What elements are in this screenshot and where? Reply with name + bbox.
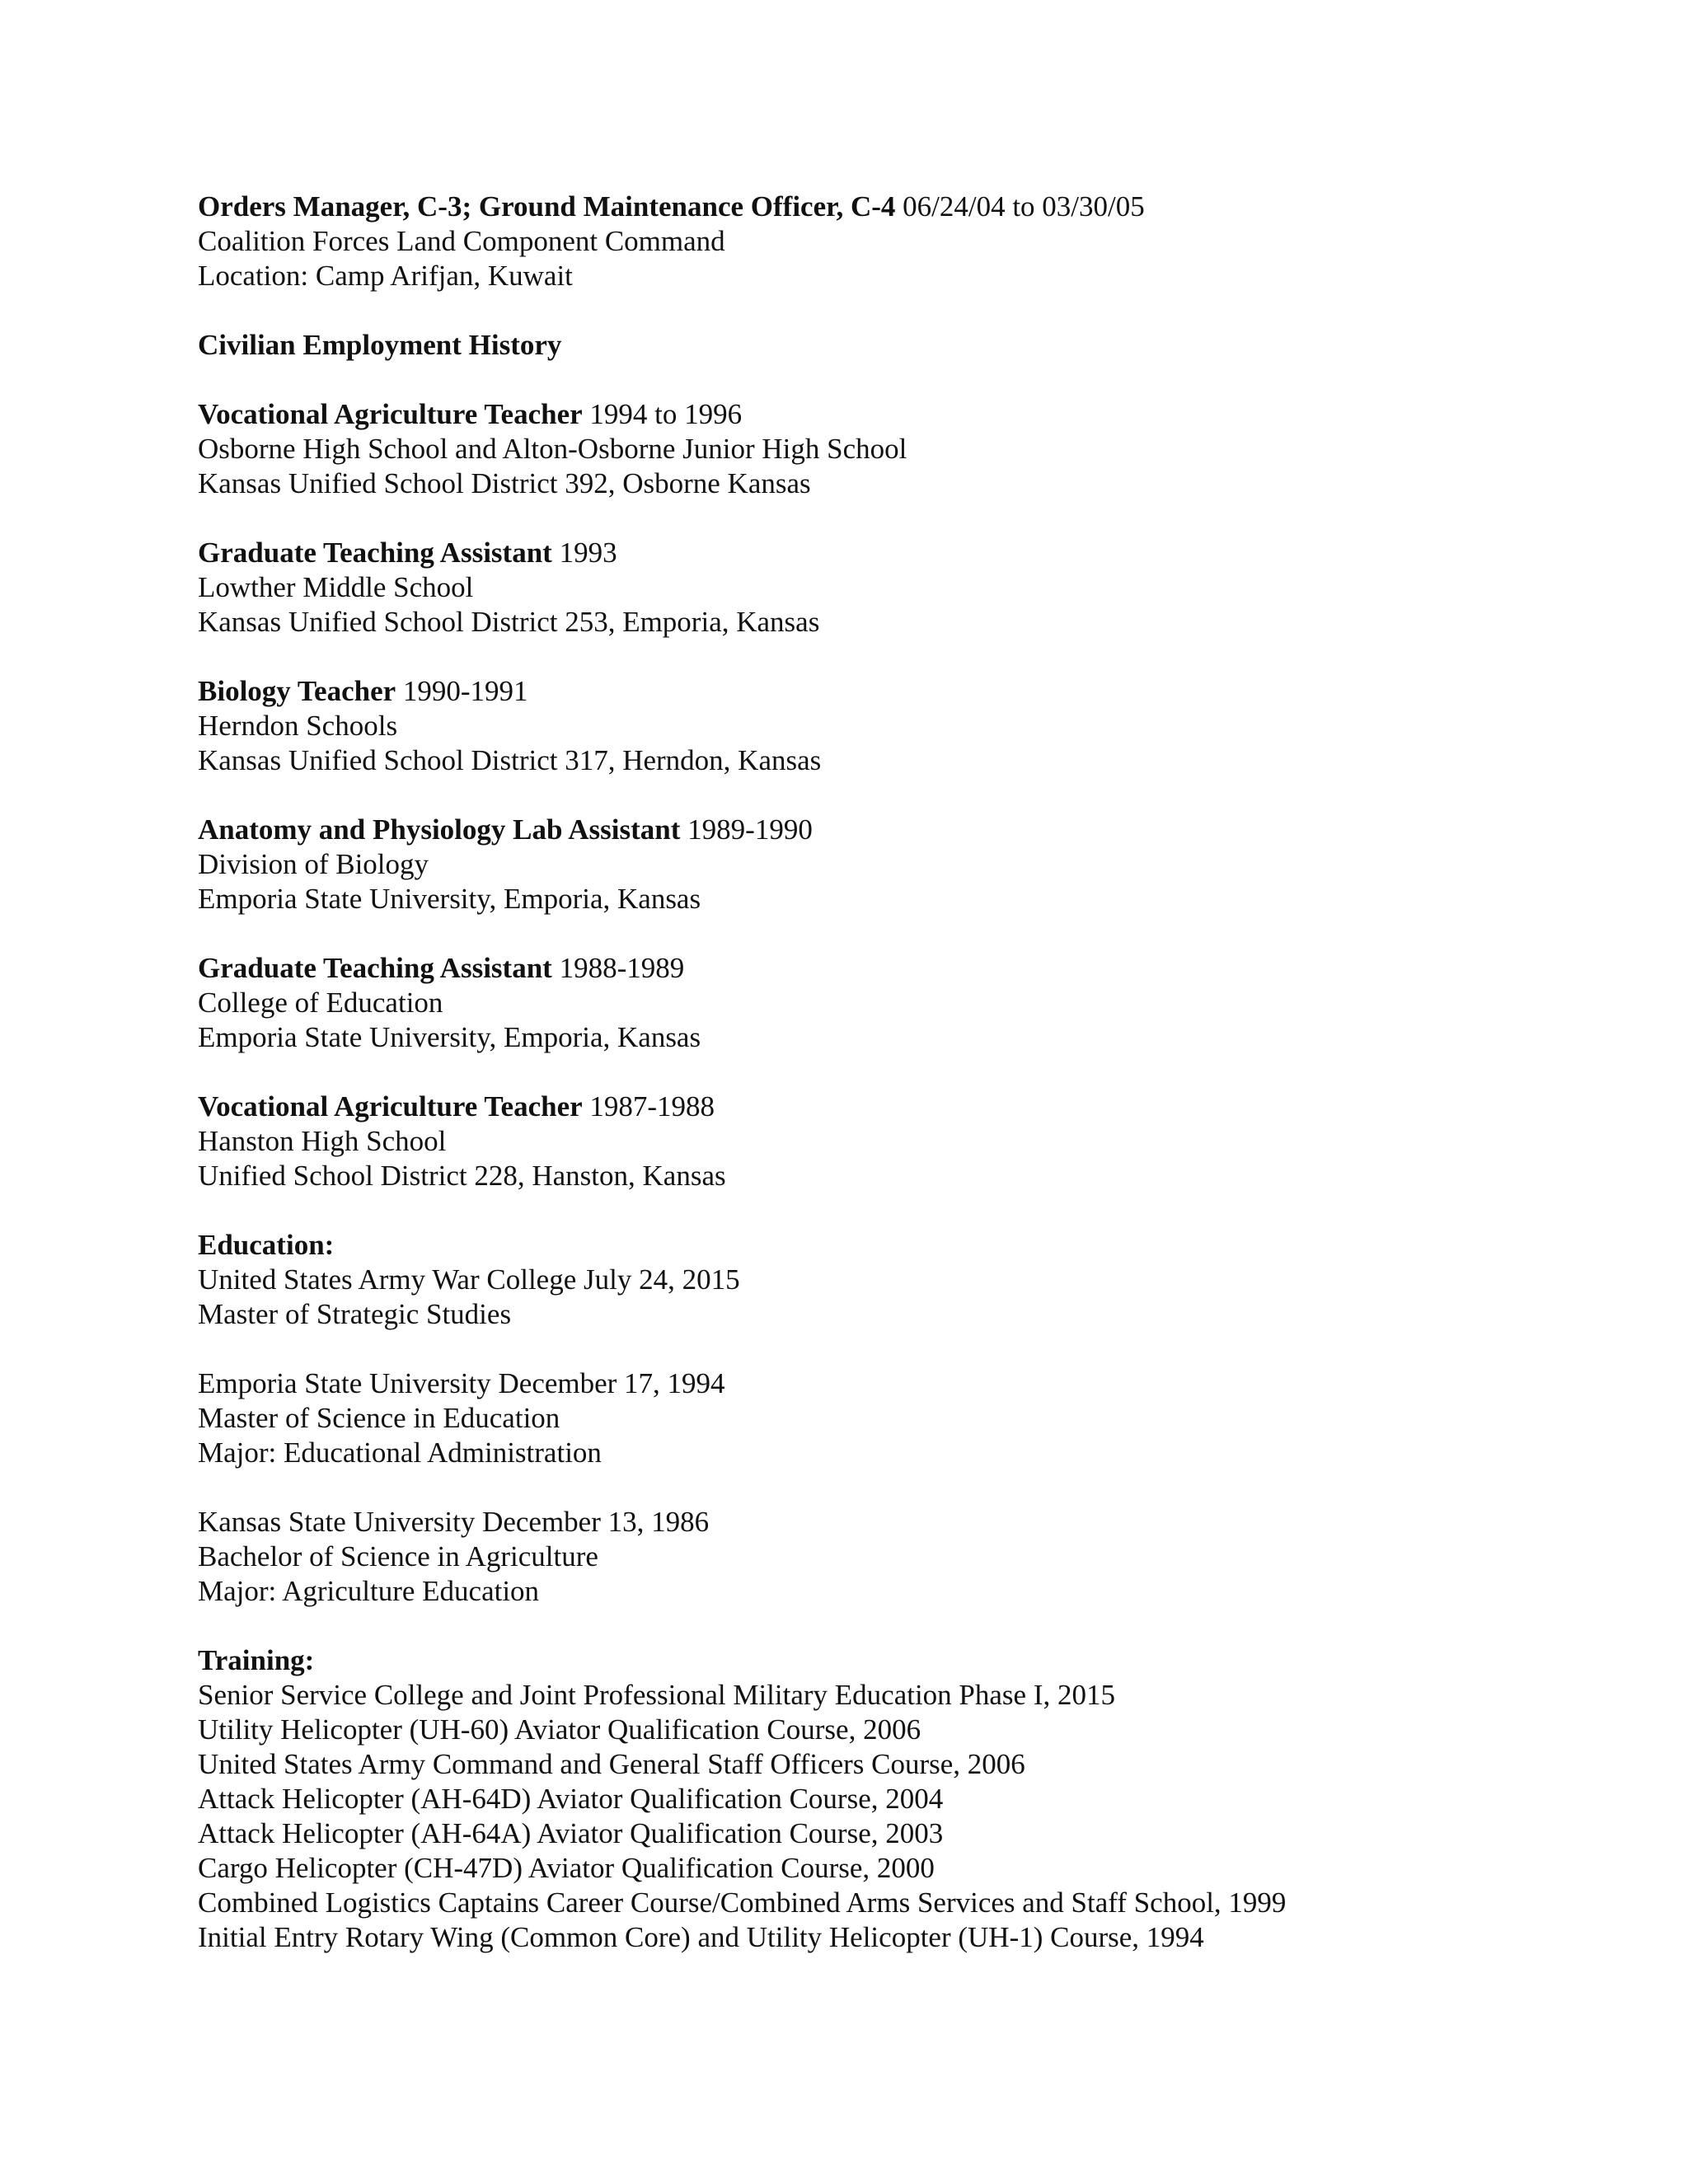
education-line: Kansas State University December 13, 1986 xyxy=(198,1506,710,1538)
job-header xyxy=(198,674,1599,709)
education-entry xyxy=(198,1228,1599,1332)
civilian-job xyxy=(198,951,1599,1055)
job-header xyxy=(198,397,1599,432)
job-location: Location: Camp Arifjan, Kuwait xyxy=(198,260,573,292)
job-detail: Hanston High School xyxy=(198,1125,447,1157)
job-detail: Unified School District 228, Hanston, Kansas xyxy=(198,1160,726,1192)
job-detail: Lowther Middle School xyxy=(198,571,474,603)
job-dates: 1993 xyxy=(559,537,617,569)
section-heading-education: Education: xyxy=(198,1229,335,1261)
training-item: Initial Entry Rotary Wing (Common Core) and Utility Helicopter (UH-1) Course, 1994 xyxy=(198,1921,1204,1953)
education-line: Major: Agriculture Education xyxy=(198,1575,540,1607)
job-detail: Emporia State University, Emporia, Kansas xyxy=(198,1021,701,1053)
job-title: Biology Teacher xyxy=(198,675,396,707)
job-detail: College of Education xyxy=(198,987,443,1019)
job-detail: Division of Biology xyxy=(198,848,429,880)
training-item: Attack Helicopter (AH-64D) Aviator Qualification Course, 2004 xyxy=(198,1783,944,1815)
education-line: Master of Science in Education xyxy=(198,1402,560,1434)
job-header xyxy=(198,536,1599,570)
job-title: Graduate Teaching Assistant xyxy=(198,952,552,984)
military-entry-header xyxy=(198,190,1599,224)
resume-page xyxy=(198,190,1599,1990)
job-title: Anatomy and Physiology Lab Assistant xyxy=(198,813,681,846)
job-dates: 1994 to 1996 xyxy=(589,398,743,430)
job-detail: Herndon Schools xyxy=(198,710,398,742)
training-item: Senior Service College and Joint Professional Military Education Phase I, 2015 xyxy=(198,1679,1115,1711)
civilian-job xyxy=(198,536,1599,640)
training-item: Combined Logistics Captains Career Course/Combined Arms Services and Staff School, 1999 xyxy=(198,1886,1287,1919)
job-detail: Osborne High School and Alton-Osborne Junior High School xyxy=(198,433,907,465)
job-dates: 06/24/04 to 03/30/05 xyxy=(903,190,1145,223)
job-title: Orders Manager, C-3; Ground Maintenance Officer, C-4 xyxy=(198,190,896,223)
military-entry xyxy=(198,190,1599,293)
training-item: United States Army Command and General Staff Officers Course, 2006 xyxy=(198,1748,1025,1780)
education-line: Major: Educational Administration xyxy=(198,1436,602,1469)
training-item: Utility Helicopter (UH-60) Aviator Qualification Course, 2006 xyxy=(198,1713,921,1746)
education-line: Emporia State University December 17, 1994 xyxy=(198,1367,725,1399)
job-detail: Kansas Unified School District 392, Osborne Kansas xyxy=(198,467,811,499)
civilian-job xyxy=(198,397,1599,501)
education-line: Bachelor of Science in Agriculture xyxy=(198,1540,598,1572)
job-title: Vocational Agriculture Teacher xyxy=(198,398,583,430)
job-organization: Coalition Forces Land Component Command xyxy=(198,225,725,257)
job-header xyxy=(198,951,1599,986)
training-item: Cargo Helicopter (CH-47D) Aviator Qualification Course, 2000 xyxy=(198,1852,935,1884)
job-title: Vocational Agriculture Teacher xyxy=(198,1090,583,1122)
job-header xyxy=(198,1090,1599,1124)
job-dates: 1989-1990 xyxy=(687,813,813,846)
civilian-heading-block xyxy=(198,328,1599,363)
training-item: Attack Helicopter (AH-64A) Aviator Qualification Course, 2003 xyxy=(198,1817,944,1849)
section-heading-civilian: Civilian Employment History xyxy=(198,329,562,361)
job-header xyxy=(198,813,1599,847)
job-detail: Kansas Unified School District 317, Herndon, Kansas xyxy=(198,744,822,776)
education-line: Master of Strategic Studies xyxy=(198,1298,512,1330)
job-detail: Kansas Unified School District 253, Emporia, Kansas xyxy=(198,606,820,638)
job-dates: 1990-1991 xyxy=(402,675,528,707)
education-entry xyxy=(198,1505,1599,1609)
civilian-job xyxy=(198,1090,1599,1193)
job-dates: 1988-1989 xyxy=(559,952,685,984)
education-line: United States Army War College July 24, 2015 xyxy=(198,1263,740,1296)
education-entry xyxy=(198,1366,1599,1470)
section-heading-training: Training: xyxy=(198,1644,315,1676)
civilian-job xyxy=(198,813,1599,916)
civilian-job xyxy=(198,674,1599,778)
job-dates: 1987-1988 xyxy=(589,1090,715,1122)
job-detail: Emporia State University, Emporia, Kansas xyxy=(198,883,701,915)
job-title: Graduate Teaching Assistant xyxy=(198,537,552,569)
training-section xyxy=(198,1643,1599,1955)
